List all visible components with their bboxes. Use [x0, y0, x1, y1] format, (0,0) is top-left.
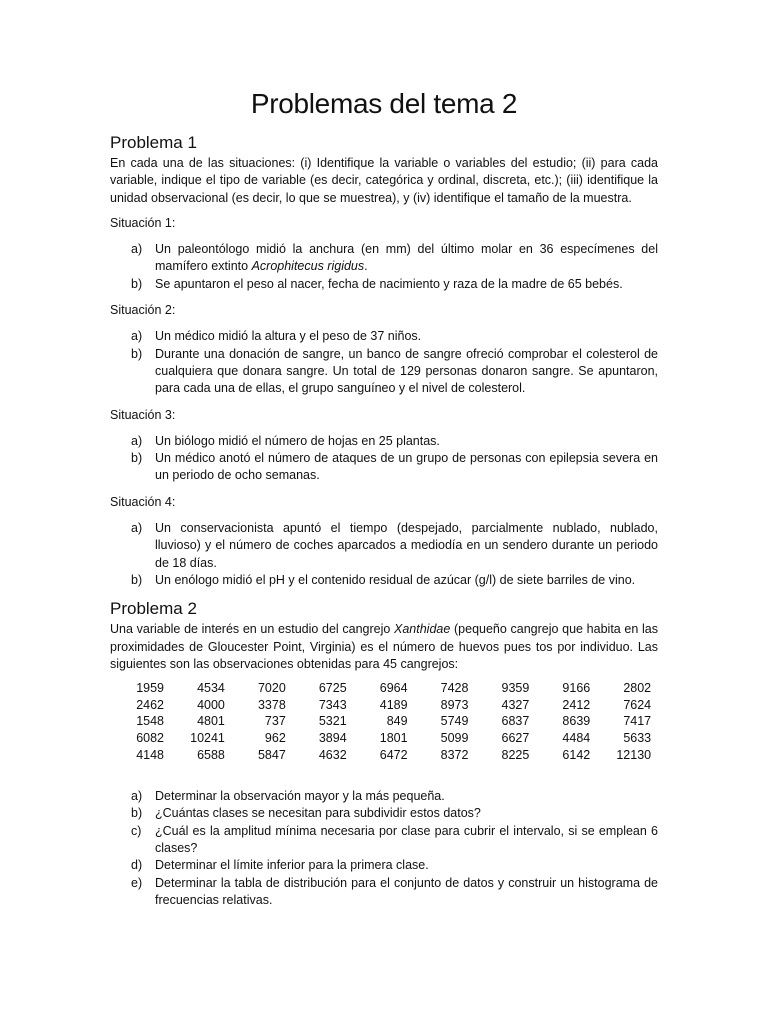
situation-2-label: Situación 2: [110, 303, 176, 318]
table-cell: 4327 [501, 697, 530, 712]
table-cell: 5321 [318, 714, 347, 729]
list-marker: b) [131, 806, 143, 821]
list-marker: b) [131, 346, 143, 361]
table-cell: 6472 [379, 747, 408, 762]
list-marker: a) [131, 433, 143, 448]
list-marker: d) [131, 858, 143, 873]
list-marker: a) [131, 521, 143, 536]
table-cell: 6142 [562, 747, 591, 762]
list-marker: e) [131, 875, 143, 890]
situation-1-list [110, 241, 658, 293]
situation-3-label: Situación 3: [110, 407, 176, 422]
list-item [110, 823, 658, 858]
problem-1-heading: Problema 1 [110, 133, 197, 152]
list-marker: b) [131, 276, 143, 291]
list-item [110, 875, 658, 910]
table-row [132, 730, 651, 747]
item-text: Un biólogo midió el número de hojas en 25 plantas. [155, 433, 440, 448]
table-cell: 962 [264, 730, 286, 745]
table-cell: 3894 [318, 730, 347, 745]
item-text-end: . [364, 259, 368, 274]
table-cell: 2462 [136, 697, 164, 712]
table-cell: 2802 [623, 681, 652, 696]
table-cell: 6588 [197, 747, 225, 762]
item-text: Determinar el límite inferior para la primera clase. [155, 858, 429, 873]
document-title: Problemas del tema 2 [250, 88, 518, 119]
table-cell: 9359 [501, 681, 530, 696]
table-cell: 2412 [562, 697, 591, 712]
list-item [110, 346, 658, 398]
table-cell: 5847 [257, 747, 286, 762]
table-cell: 1801 [379, 730, 408, 745]
table-cell: 4534 [197, 681, 225, 696]
table-cell: 8973 [440, 697, 469, 712]
list-item [110, 433, 658, 450]
document-page [110, 86, 658, 918]
item-text: Determinar la tabla de distribución para el conjunto de datos y construir un histograma de frecuencias relativas. [155, 875, 658, 907]
item-text: ¿Cuál es la amplitud mínima necesaria por clase para cubrir el intervalo, si se emplean 6 clases? [155, 823, 658, 855]
table-row [132, 713, 651, 730]
item-text: Un médico anotó el número de ataques de un grupo de personas con epilepsia severa en un periodo de ocho semanas. [155, 451, 658, 483]
table-cell: 6725 [318, 681, 347, 696]
list-marker: c) [131, 823, 142, 838]
intro-text: Una variable de interés en un estudio del cangrejo [110, 622, 395, 637]
table-cell: 8372 [440, 747, 469, 762]
table-cell: 5099 [440, 730, 469, 745]
table-cell: 12130 [616, 747, 652, 762]
table-cell: 10241 [190, 730, 225, 745]
list-item [110, 805, 658, 822]
situation-4-list [110, 520, 658, 589]
table-cell: 7020 [257, 681, 286, 696]
problem-2-questions [110, 788, 658, 909]
table-cell: 4632 [318, 747, 347, 762]
problem-2-intro [110, 621, 658, 673]
observations-table [132, 680, 651, 763]
list-marker: a) [131, 329, 143, 344]
table-cell: 1548 [136, 714, 164, 729]
table-cell: 1959 [136, 681, 164, 696]
table-cell: 7428 [440, 681, 469, 696]
table-cell: 6837 [501, 714, 530, 729]
item-text: Se apuntaron el peso al nacer, fecha de nacimiento y raza de la madre de 65 bebés. [155, 276, 623, 291]
table-cell: 6964 [379, 681, 408, 696]
table-row [132, 680, 651, 697]
table-cell: 7624 [623, 697, 652, 712]
item-text: ¿Cuántas clases se necesitan para subdividir estos datos? [155, 806, 481, 821]
list-item [110, 520, 658, 572]
table-cell: 4801 [197, 714, 225, 729]
table-cell: 849 [386, 714, 408, 729]
situation-1-label: Situación 1: [110, 215, 176, 230]
situation-3-list [110, 433, 658, 485]
list-marker: a) [131, 242, 143, 257]
list-marker: b) [131, 572, 143, 587]
situation-2-list [110, 328, 658, 397]
list-marker: b) [131, 451, 143, 466]
situation-4-label: Situación 4: [110, 494, 176, 509]
table-cell: 6082 [136, 730, 164, 745]
list-item [110, 241, 658, 276]
list-marker: a) [131, 789, 143, 804]
list-item [110, 857, 658, 874]
table-cell: 8639 [562, 714, 591, 729]
list-item [110, 450, 658, 485]
item-text: Determinar la observación mayor y la más pequeña. [155, 789, 445, 804]
table-cell: 4189 [379, 697, 408, 712]
table-cell: 5749 [440, 714, 469, 729]
species-name: Xanthidae [394, 622, 451, 637]
item-text: Un médico midió la altura y el peso de 37 niños. [155, 329, 422, 344]
list-item [110, 328, 658, 345]
table-cell: 5633 [623, 730, 652, 745]
table-cell: 4148 [136, 747, 164, 762]
table-cell: 8225 [501, 747, 530, 762]
table-cell: 737 [264, 714, 286, 729]
table-cell: 9166 [562, 681, 591, 696]
table-cell: 7343 [318, 697, 347, 712]
table-cell: 4484 [562, 730, 591, 745]
table-row [132, 697, 651, 714]
item-text: Un conservacionista apuntó el tiempo (despejado, parcialmente nublado, nublado, lluvioso) y el número de coches aparcados a mediodía en un sendero durante un periodo de 18 días. [155, 521, 658, 570]
table-row [132, 747, 651, 764]
table-cell: 6627 [501, 730, 530, 745]
problem-1-intro: En cada una de las situaciones: (i) Identifique la variable o variables del estudio; (ii) para cada variable, indique el tipo de variable (es decir, categórica y ordinal, discreta, etc.); (iii) identifique la unidad observacional (es decir, lo que se muestrea), y (iv) identifique el tamaño de la muestra. [110, 156, 658, 205]
list-item [110, 788, 658, 805]
table-cell: 3378 [257, 697, 286, 712]
item-text: Un enólogo midió el pH y el contenido residual de azúcar (g/l) de siete barriles de vino. [155, 572, 636, 587]
list-item [110, 276, 658, 293]
species-name: Acrophitecus rigidus [251, 259, 365, 274]
problem-2-heading: Problema 2 [110, 599, 197, 619]
list-item [110, 572, 658, 589]
item-text: Durante una donación de sangre, un banco de sangre ofreció comprobar el colesterol de cualquiera que donara sangre. Un total de 129 personas donaron sangre. Se apuntaron, para cada una de ellas, el grupo sanguíneo y el nivel de colesterol. [155, 346, 658, 396]
table-cell: 7417 [623, 714, 652, 729]
item-text: Un paleontólogo midió la anchura (en mm) del último molar en 36 especímenes del mamífero extinto [155, 242, 658, 274]
intro-text-end: (pequeño cangrejo que habita en las proximidades de Gloucester Point, Virginia) es el número de huevos pues tos por individuo. Las siguientes son las observaciones obtenidas para 45 cangrejos: [110, 622, 658, 671]
table-cell: 4000 [197, 697, 225, 712]
